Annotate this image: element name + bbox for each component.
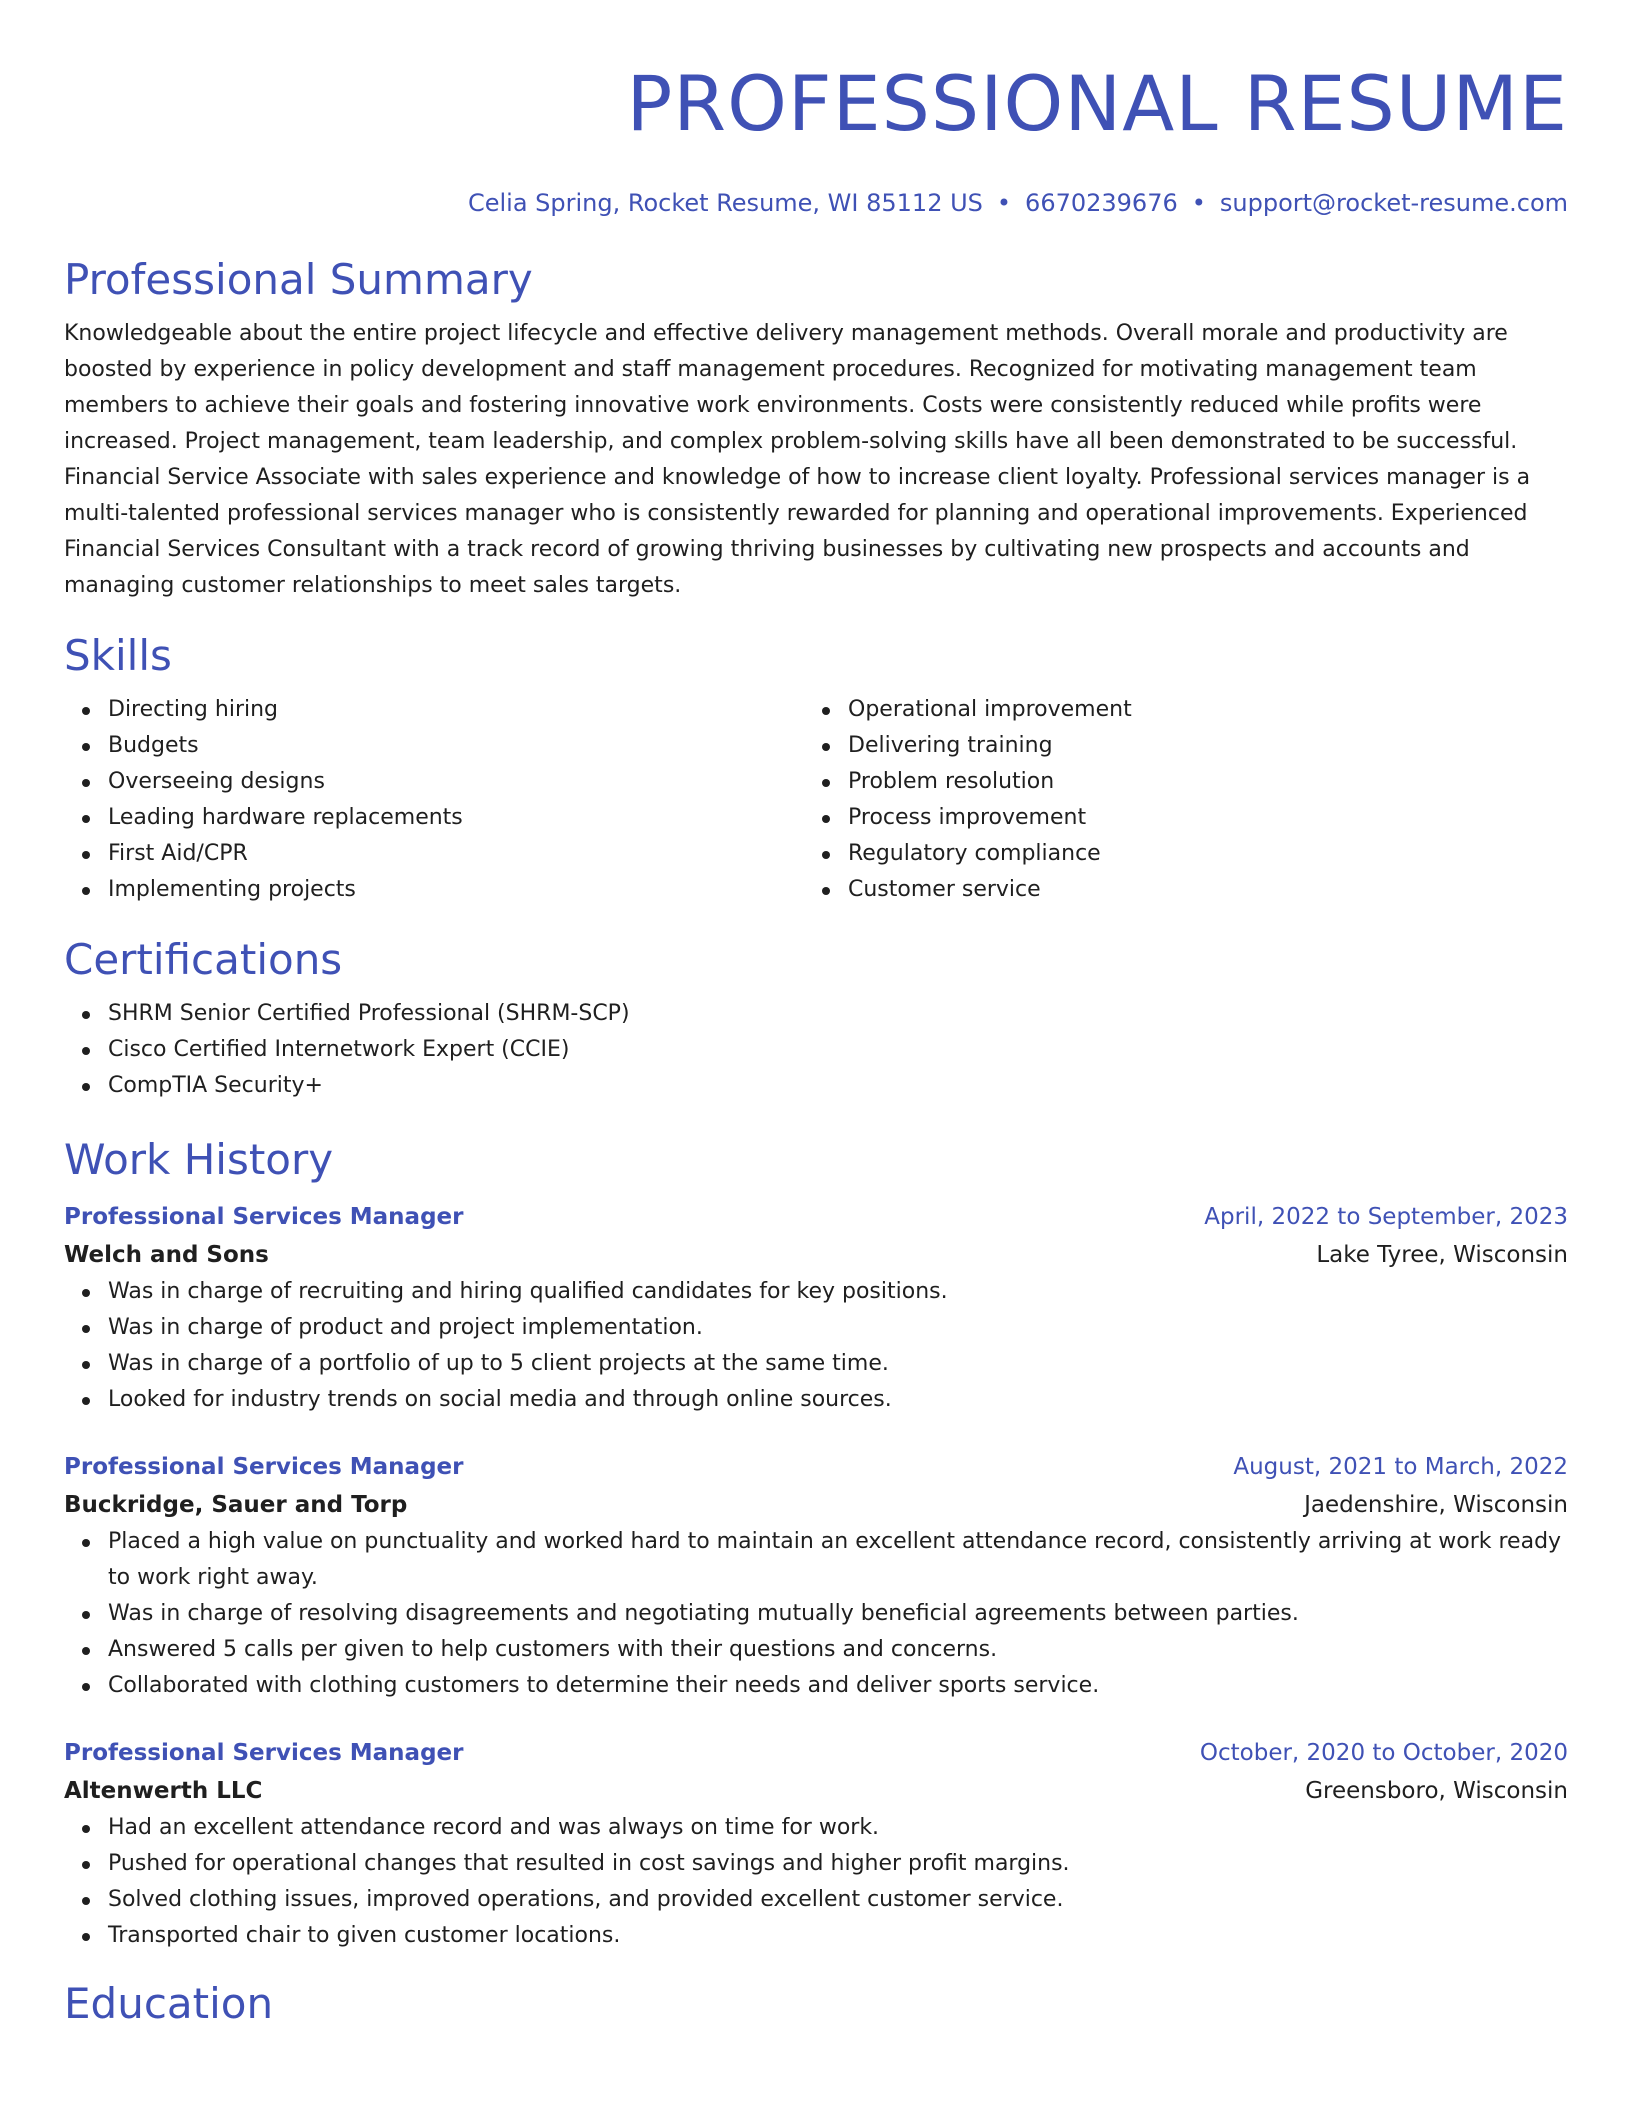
job-location: Lake Tyree, Wisconsin [1316,1242,1568,1268]
education-section [64,1978,1568,2030]
job-header-row [64,1448,1568,1486]
certifications-list [64,996,1568,1104]
job-company: Altenwerth LLC [64,1778,263,1804]
job-dates: August, 2021 to March, 2022 [1233,1454,1568,1480]
job-bullet: Was in charge of recruiting and hiring qualified candidates for key positions. [108,1274,1568,1310]
contact-email[interactable]: support@rocket-resume.com [1219,189,1568,217]
job-company-row [64,1772,1568,1810]
job-bullet: Answered 5 calls per given to help customers with their questions and concerns. [108,1632,1568,1668]
job-entry [64,1448,1568,1704]
job-bullet: Solved clothing issues, improved operations, and provided excellent customer service. [108,1882,1568,1918]
job-bullets [64,1810,1568,1954]
skill-item: Customer service [848,872,1544,908]
skill-item: Process improvement [848,800,1544,836]
document-title: PROFESSIONAL RESUME [626,59,1568,148]
contact-separator: • [1191,189,1206,217]
skills-section [64,630,1568,908]
job-company: Welch and Sons [64,1242,269,1268]
job-title: Professional Services Manager [64,1204,464,1230]
job-bullet: Transported chair to given customer locations. [108,1918,1568,1954]
job-bullet: Collaborated with clothing customers to determine their needs and deliver sports service. [108,1668,1568,1704]
job-bullet: Looked for industry trends on social media and through online sources. [108,1382,1568,1418]
summary-paragraph: Knowledgeable about the entire project lifecycle and effective delivery management methods. Overall morale and productivity are boosted by experience in policy development and staff management procedures. Recognized for motivating management team members to achieve their goals and fostering innovative work environments. Costs were consistently reduced while profits were increased. Project management, team leadership, and complex problem-solving skills have all been demonstrated to be successful. Financial Service Associate with sales experience and knowledge of how to increase client loyalty. Professional services manager is a multi-talented professional services manager who is consistently rewarded for planning and operational improvements. Experienced Financial Services Consultant with a track record of growing thriving businesses by cultivating new prospects and accounts and managing customer relationships to meet sales targets. [64,321,1531,598]
job-entry [64,1734,1568,1954]
job-company: Buckridge, Sauer and Torp [64,1492,408,1518]
contact-line [64,186,1568,220]
job-bullet: Pushed for operational changes that resulted in cost savings and higher profit margins. [108,1846,1568,1882]
job-bullet: Was in charge of resolving disagreements and negotiating mutually beneficial agreements between parties. [108,1596,1568,1632]
job-entry [64,1198,1568,1418]
skill-item: Implementing projects [108,872,804,908]
job-location: Greensboro, Wisconsin [1305,1778,1568,1804]
skills-list-left [64,692,804,908]
job-title: Professional Services Manager [64,1454,464,1480]
skill-item: Problem resolution [848,764,1544,800]
job-company-row [64,1486,1568,1524]
skills-column-left [64,692,804,908]
job-bullet: Placed a high value on punctuality and worked hard to maintain an excellent attendance record, consistently arriving at work ready to work right away. [108,1524,1568,1596]
section-heading-summary: Professional Summary [64,255,533,304]
certification-item: Cisco Certified Internetwork Expert (CCIE) [108,1032,1568,1068]
skill-item: Regulatory compliance [848,836,1544,872]
section-heading-certifications: Certifications [64,935,343,984]
certification-item: CompTIA Security+ [108,1068,1568,1104]
section-heading-education: Education [64,1979,274,2028]
skill-item: Operational improvement [848,692,1544,728]
job-header-row [64,1734,1568,1772]
skill-item: First Aid/CPR [108,836,804,872]
skill-item: Overseeing designs [108,764,804,800]
job-dates: October, 2020 to October, 2020 [1199,1740,1568,1766]
job-title: Professional Services Manager [64,1740,464,1766]
skill-item: Budgets [108,728,804,764]
certification-item: SHRM Senior Certified Professional (SHRM-SCP) [108,996,1568,1032]
work-history-section [64,1134,1568,1954]
job-location: Jaedenshire, Wisconsin [1304,1492,1568,1518]
skill-item: Delivering training [848,728,1544,764]
section-heading-skills: Skills [64,631,172,680]
skills-list-right [804,692,1544,908]
summary-section [64,254,1568,604]
skills-column-right [804,692,1544,908]
job-bullets [64,1524,1568,1704]
job-bullet: Had an excellent attendance record and was always on time for work. [108,1810,1568,1846]
skills-grid [64,692,1568,908]
skill-item: Directing hiring [108,692,804,728]
job-dates: April, 2022 to September, 2023 [1204,1204,1568,1230]
skill-item: Leading hardware replacements [108,800,804,836]
certifications-section [64,934,1568,1104]
job-company-row [64,1236,1568,1274]
contact-separator: • [996,189,1012,217]
contact-phone: 6670239676 [1025,189,1178,217]
job-bullets [64,1274,1568,1418]
job-header-row [64,1198,1568,1236]
section-heading-work-history: Work History [64,1135,334,1184]
job-bullet: Was in charge of a portfolio of up to 5 client projects at the same time. [108,1346,1568,1382]
job-bullet: Was in charge of product and project implementation. [108,1310,1568,1346]
contact-address: Celia Spring, Rocket Resume, WI 85112 US [467,189,983,217]
